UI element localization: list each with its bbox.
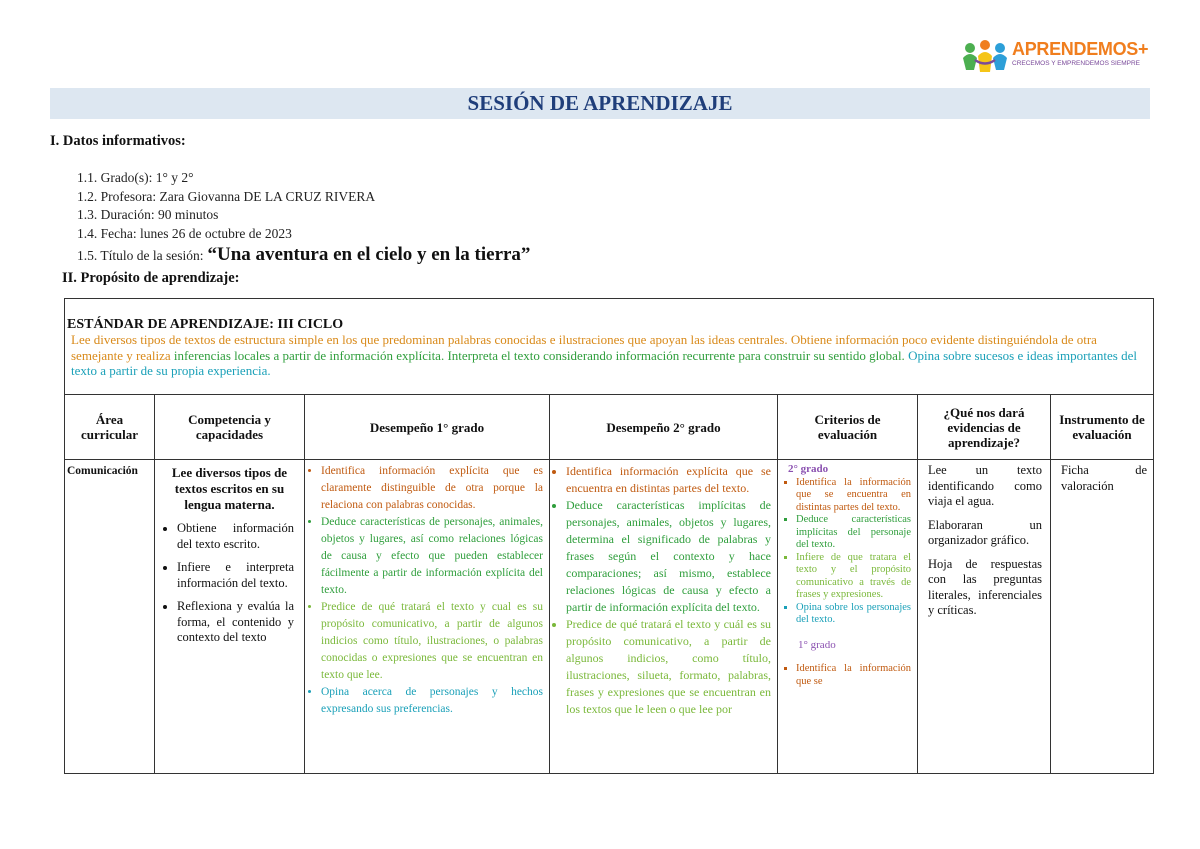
- standard-part-1: Lee diversos tipos de textos de estructura simple en los que predominan palabras conocidas e ilustraciones que apoyan las ideas centrales. Obtiene información poco evidente distinguiéndola de otra semejante y realiza: [71, 332, 1097, 363]
- logo-tagline: CRECEMOS Y EMPRENDEMOS SIEMPRE: [1012, 60, 1140, 67]
- desempeno-2-item: • Deduce características implícitas de personajes, animales, objetos y lugares, determina el significado de palabras y frases según el contexto y hace comparaciones; así mismo, establece relaciones lógicas de causa y efecto a partir de información explícita del texto.: [566, 497, 771, 616]
- area-value: Comunicación: [67, 465, 138, 477]
- desempeno-1-item: • Predice de qué tratará el texto y cual es su propósito comunicativo, a partir de algunos indicios como título, ilustraciones, o palabras conocidas o expresiones que se encuentran en texto que lee.: [321, 599, 543, 684]
- column-competencia: [155, 395, 305, 773]
- capacidad-item: • Obtiene información del texto escrito.: [177, 521, 294, 552]
- evidencia-item: Elaboraran un organizador gráfico.: [928, 517, 1042, 547]
- purpose-table: [64, 298, 1154, 774]
- standard-part-3: Opina sobre sucesos e ideas importantes del texto a partir de su propia experiencia.: [71, 347, 1137, 378]
- desempeno-2-item: • Predice de qué tratará el texto y cuál es su propósito comunicativo, a partir de algunos indicios, como título, ilustraciones, silueta, formato, palabras, frases y expresiones que se encuentran en los textos que le leen o que lee por: [566, 616, 771, 718]
- criterios-grade-1: 1° grado: [798, 638, 836, 651]
- header-criterios: Criterios de evaluación: [778, 395, 917, 460]
- evidencia-item: Hoja de respuestas con las preguntas literales, inferenciales y críticas.: [928, 556, 1042, 617]
- header-desempeno-1: Desempeño 1° grado: [305, 395, 549, 460]
- column-criterios: [778, 395, 918, 773]
- info-teacher: 1.2. Profesora: Zara Giovanna DE LA CRUZ RIVERA: [77, 189, 376, 204]
- page-title: SESIÓN DE APRENDIZAJE: [467, 91, 733, 115]
- title-band: [50, 88, 1150, 119]
- criterio-item: ▪ Deduce características implícitas del personaje del texto.: [796, 514, 911, 552]
- column-instrumento: [1051, 395, 1153, 773]
- desempeno-1-item: • Identifica información explícita que es claramente distinguible de otra porque la relaciona con palabras conocidas.: [321, 463, 543, 514]
- info-duration: 1.3. Duración: 90 minutos: [77, 207, 219, 222]
- criterios-grade-2: 2° grado: [788, 463, 829, 475]
- info-date: 1.4. Fecha: lunes 26 de octubre de 2023: [77, 226, 292, 241]
- capacidad-item: • Reflexiona y evalúa la forma, el contenido y contexto del texto: [177, 599, 294, 646]
- criterios-1-list: [788, 663, 911, 688]
- instrumento-value: Ficha de valoración: [1061, 463, 1147, 493]
- section-1-heading: I. Datos informativos:: [50, 133, 186, 149]
- section-2-heading: II. Propósito de aprendizaje:: [62, 270, 240, 286]
- info-grade: 1.1. Grado(s): 1° y 2°: [77, 170, 194, 185]
- desempeno-1-list: [311, 463, 543, 718]
- aprendemos-logo: [960, 36, 1149, 76]
- standard-part-2: inferencias locales a partir de información explícita. Interpreta el texto considerando información recurrente para construir su sentido global.: [173, 347, 905, 363]
- standard-text: [71, 332, 1141, 379]
- header-competencia: Competencia y capacidades: [155, 395, 304, 460]
- session-label: 1.5. Título de la sesión:: [77, 248, 204, 263]
- desempeno-2-list: [556, 463, 771, 718]
- column-evidencias: [918, 395, 1051, 773]
- capacidades-list: [165, 521, 294, 646]
- standard-heading: ESTÁNDAR DE APRENDIZAJE: III CICLO: [67, 317, 344, 332]
- logo-name: APRENDEMOS+: [1012, 39, 1149, 59]
- desempeno-1-item: • Deduce características de personajes, animales, objetos y lugares, así como relaciones lógicas de causa y efecto que pueden establecer fácilmente a partir de información explícita del texto.: [321, 514, 543, 599]
- criterio-item: ▪ Identifica la información que se: [796, 663, 911, 688]
- header-instrumento: Instrumento de evaluación: [1051, 395, 1153, 460]
- header-evidencias: ¿Qué nos dará evidencias de aprendizaje?: [918, 395, 1050, 460]
- info-session: [77, 244, 530, 266]
- standard-block: [65, 299, 1153, 395]
- session-title: “Una aventura en el cielo y en la tierra”: [207, 244, 531, 265]
- criterios-2-list: [788, 477, 911, 627]
- desempeno-1-item: • Opina acerca de personajes y hechos expresando sus preferencias.: [321, 684, 543, 718]
- evidencia-item: Lee un texto identificando como viaja el agua.: [928, 463, 1042, 508]
- header-area: Área curricular: [65, 395, 154, 460]
- criterio-item: ▪ Opina sobre los personajes del texto.: [796, 602, 911, 627]
- column-desempeno-2: [550, 395, 778, 773]
- criterio-item: ▪ Infiere de que tratara el texto y el propósito comunicativo a través de frases y expresiones.: [796, 552, 911, 602]
- competencia-title: Lee diversos tipos de textos escritos en su lengua materna.: [171, 465, 288, 512]
- capacidad-item: • Infiere e interpreta información del texto.: [177, 560, 294, 591]
- header-desempeno-2: Desempeño 2° grado: [550, 395, 777, 460]
- logo-people-icon: [960, 36, 1010, 76]
- criterio-item: ▪ Identifica la información que se encuentra en distintas partes del texto.: [796, 477, 911, 515]
- column-desempeno-1: [305, 395, 550, 773]
- desempeno-2-item: • Identifica información explícita que se encuentra en distintas partes del texto.: [566, 463, 771, 497]
- column-area: [65, 395, 155, 773]
